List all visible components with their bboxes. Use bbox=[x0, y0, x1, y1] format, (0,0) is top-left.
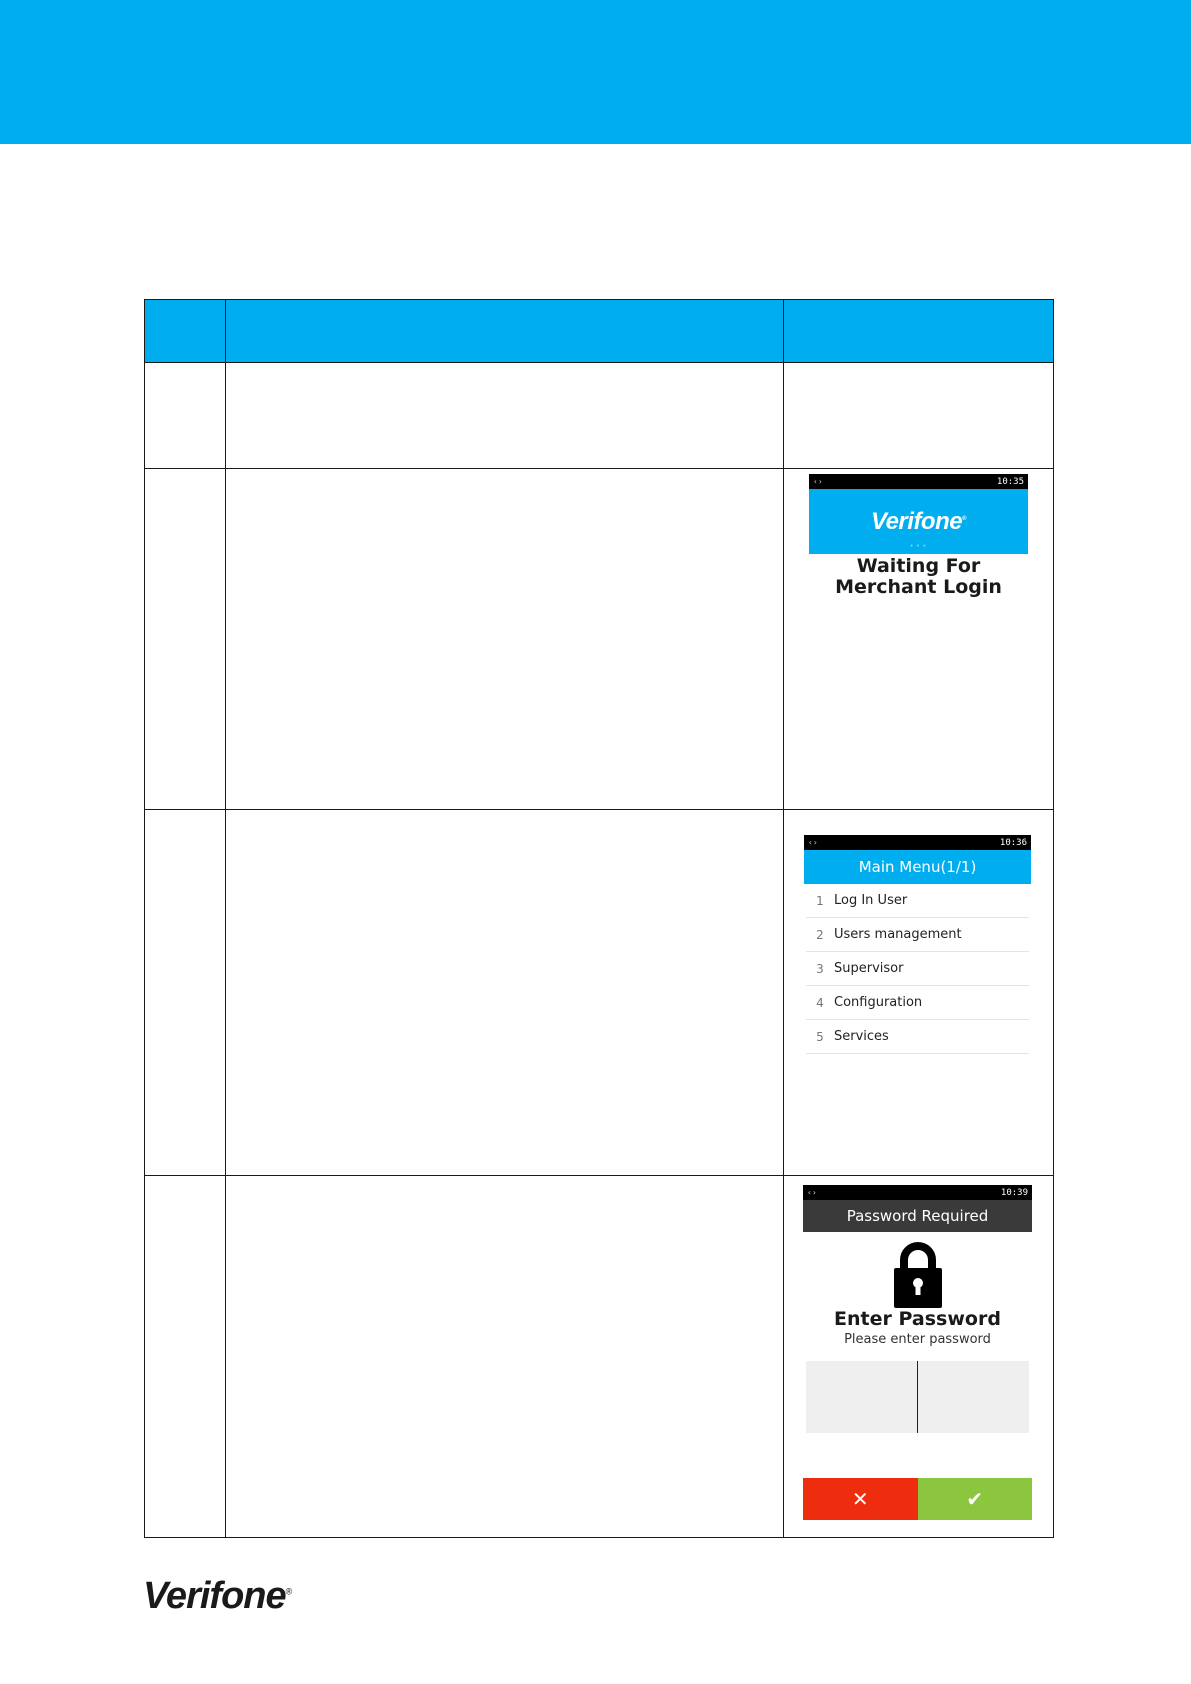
description-cell bbox=[226, 1176, 784, 1538]
table-row bbox=[145, 1176, 1054, 1538]
status-time: 10:35 bbox=[996, 476, 1024, 487]
menu-item-configuration[interactable] bbox=[806, 986, 1029, 1020]
menu-item-number: 1 bbox=[816, 893, 824, 908]
table-row bbox=[145, 469, 1054, 810]
password-subtitle: Please enter password bbox=[844, 1332, 991, 1347]
menu-item-label: Log In User bbox=[834, 893, 908, 908]
table-row bbox=[145, 363, 1054, 469]
menu-item-users-management[interactable] bbox=[806, 918, 1029, 952]
step-cell bbox=[145, 1176, 226, 1538]
menu-item-number: 3 bbox=[816, 961, 824, 976]
menu-item-label: Supervisor bbox=[834, 961, 904, 976]
status-bar bbox=[803, 1185, 1032, 1200]
menu-item-number: 4 bbox=[816, 995, 824, 1010]
header-cell-step bbox=[145, 300, 226, 363]
status-bar bbox=[809, 474, 1028, 489]
password-heading: Enter Password bbox=[834, 1308, 1001, 1330]
text-cursor bbox=[917, 1361, 918, 1433]
terminal-screen-main-menu bbox=[804, 835, 1031, 1054]
header-banner bbox=[0, 0, 1191, 144]
status-bar bbox=[804, 835, 1031, 850]
brand-block bbox=[809, 489, 1028, 554]
menu-item-supervisor[interactable] bbox=[806, 952, 1029, 986]
menu-item-label: Configuration bbox=[834, 995, 923, 1010]
status-time: 10:36 bbox=[999, 837, 1027, 848]
lock-icon bbox=[803, 1242, 1032, 1308]
confirm-button[interactable] bbox=[918, 1478, 1033, 1520]
status-time: 10:39 bbox=[1000, 1187, 1028, 1198]
table-header-row bbox=[145, 300, 1054, 363]
header-cell-screen bbox=[784, 300, 1054, 363]
terminal-screen-password bbox=[803, 1185, 1032, 1520]
footer-verifone-logo: Verifone® bbox=[143, 1575, 292, 1617]
connection-icon: ‹› bbox=[808, 838, 818, 847]
menu-item-label: Users management bbox=[834, 927, 962, 942]
header-cell-description bbox=[226, 300, 784, 363]
step-cell bbox=[145, 810, 226, 1176]
menu-item-number: 2 bbox=[816, 927, 824, 942]
screen-cell bbox=[784, 1176, 1054, 1538]
close-icon: ✕ bbox=[851, 1488, 869, 1511]
cancel-button[interactable] bbox=[803, 1478, 918, 1520]
description-cell bbox=[226, 810, 784, 1176]
step-cell bbox=[145, 363, 226, 469]
password-title: Password Required bbox=[803, 1200, 1032, 1232]
menu-item-number: 5 bbox=[816, 1029, 824, 1044]
loading-dots: • • • bbox=[910, 543, 927, 550]
action-buttons bbox=[803, 1478, 1032, 1520]
description-cell bbox=[226, 363, 784, 469]
menu-title: Main Menu(1/1) bbox=[804, 850, 1031, 884]
step-cell bbox=[145, 469, 226, 810]
connection-icon: ‹› bbox=[807, 1188, 817, 1197]
table-row bbox=[145, 810, 1054, 1176]
verifone-logo: Verifone® bbox=[870, 507, 967, 535]
screen-cell bbox=[784, 363, 1054, 469]
waiting-message: Waiting For Merchant Login bbox=[835, 555, 1002, 598]
check-icon: ✔ bbox=[966, 1488, 984, 1511]
description-cell bbox=[226, 469, 784, 810]
screen-cell bbox=[784, 810, 1054, 1176]
menu-item-services[interactable] bbox=[806, 1020, 1029, 1054]
screen-cell bbox=[784, 469, 1054, 810]
menu-item-log-in-user[interactable] bbox=[806, 884, 1029, 918]
password-input[interactable] bbox=[806, 1361, 1029, 1433]
procedure-table bbox=[144, 299, 1054, 1538]
connection-icon: ‹› bbox=[813, 477, 823, 486]
terminal-screen-login bbox=[809, 474, 1028, 598]
menu-item-label: Services bbox=[834, 1029, 889, 1044]
